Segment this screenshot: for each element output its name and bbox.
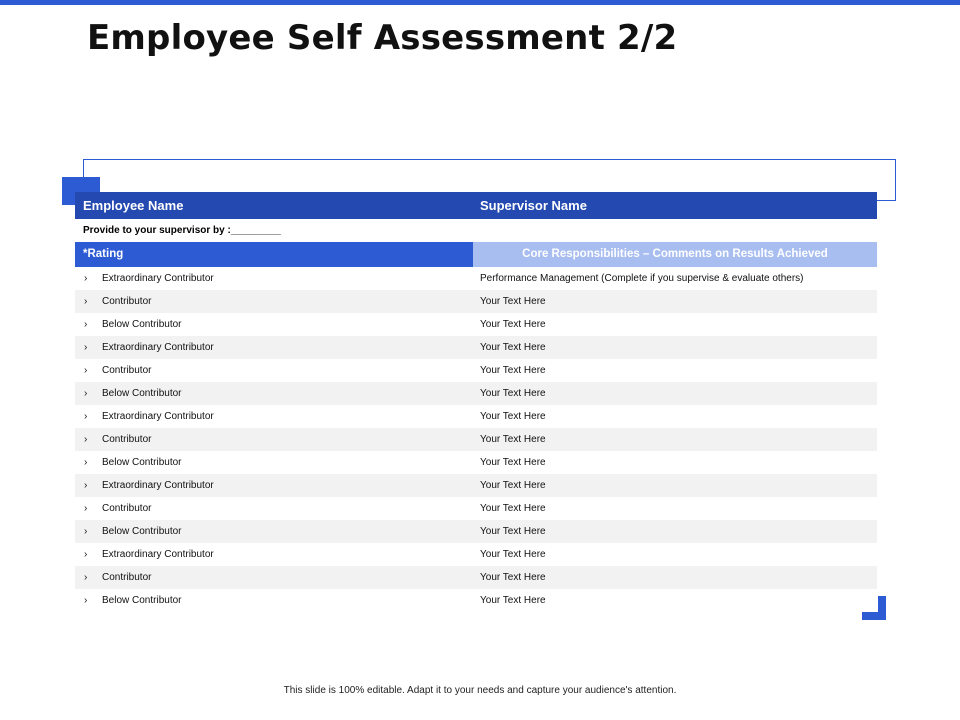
comment-cell: Your Text Here [480, 480, 546, 491]
rating-header: *Rating [75, 242, 473, 267]
footer-note: This slide is 100% editable. Adapt it to your needs and capture your audience's attention. [283, 685, 677, 696]
rating-cell [75, 382, 473, 405]
employee-name-header: Employee Name [83, 198, 184, 213]
page-title: Employee Self Assessment 2/2 [87, 18, 678, 58]
comment-cell: Your Text Here [480, 296, 546, 307]
comment-cell: Your Text Here [480, 595, 546, 606]
rating-cell [75, 543, 473, 566]
table-row [75, 405, 877, 428]
chevron-right-icon: › [84, 526, 88, 537]
rating-label: Contributor [102, 434, 152, 445]
table-subheader-row [75, 242, 877, 267]
chevron-right-icon: › [84, 434, 88, 445]
rating-cell [75, 451, 473, 474]
provide-to-supervisor-label: Provide to your supervisor by :_________ [83, 225, 281, 236]
assessment-table [75, 192, 877, 612]
table-row [75, 520, 877, 543]
rating-cell [75, 497, 473, 520]
comment-cell: Your Text Here [480, 549, 546, 560]
rating-label: Contributor [102, 365, 152, 376]
table-row [75, 566, 877, 589]
chevron-right-icon: › [84, 503, 88, 514]
comment-cell: Your Text Here [480, 319, 546, 330]
rating-cell [75, 267, 473, 290]
rating-cell [75, 428, 473, 451]
rating-label: Contributor [102, 296, 152, 307]
rating-cell [75, 359, 473, 382]
comment-cell: Your Text Here [480, 572, 546, 583]
table-row [75, 336, 877, 359]
rating-cell [75, 520, 473, 543]
table-row [75, 474, 877, 497]
comment-cell: Your Text Here [480, 526, 546, 537]
table-row [75, 428, 877, 451]
rating-label: Extraordinary Contributor [102, 480, 214, 491]
comment-cell: Your Text Here [480, 388, 546, 399]
comment-cell: Your Text Here [480, 342, 546, 353]
rating-cell [75, 405, 473, 428]
comment-cell: Your Text Here [480, 434, 546, 445]
rating-cell [75, 566, 473, 589]
table-body [75, 267, 877, 612]
table-row [75, 359, 877, 382]
rating-label: Below Contributor [102, 457, 182, 468]
rating-label: Below Contributor [102, 319, 182, 330]
rating-label: Contributor [102, 503, 152, 514]
table-row [75, 313, 877, 336]
chevron-right-icon: › [84, 572, 88, 583]
decorative-corner-bottom-right-base [862, 612, 886, 620]
comment-cell: Your Text Here [480, 411, 546, 422]
chevron-right-icon: › [84, 296, 88, 307]
table-row [75, 451, 877, 474]
comment-cell: Your Text Here [480, 365, 546, 376]
chevron-right-icon: › [84, 388, 88, 399]
table-row [75, 589, 877, 612]
chevron-right-icon: › [84, 342, 88, 353]
chevron-right-icon: › [84, 595, 88, 606]
core-responsibilities-header: Core Responsibilities – Comments on Results Achieved [473, 242, 877, 267]
chevron-right-icon: › [84, 480, 88, 491]
rating-label: Extraordinary Contributor [102, 411, 214, 422]
table-row [75, 382, 877, 405]
rating-label: Below Contributor [102, 388, 182, 399]
comment-cell: Performance Management (Complete if you supervise & evaluate others) [480, 273, 804, 284]
rating-cell [75, 589, 473, 612]
rating-label: Below Contributor [102, 526, 182, 537]
table-header-row [75, 192, 877, 219]
rating-label: Extraordinary Contributor [102, 549, 214, 560]
chevron-right-icon: › [84, 411, 88, 422]
provide-to-supervisor-row [75, 219, 877, 242]
chevron-right-icon: › [84, 273, 88, 284]
rating-cell [75, 290, 473, 313]
comment-cell: Your Text Here [480, 457, 546, 468]
table-row [75, 290, 877, 313]
chevron-right-icon: › [84, 319, 88, 330]
top-accent-bar [0, 0, 960, 5]
supervisor-name-header: Supervisor Name [480, 198, 587, 213]
rating-label: Contributor [102, 572, 152, 583]
rating-label: Extraordinary Contributor [102, 273, 214, 284]
rating-cell [75, 474, 473, 497]
chevron-right-icon: › [84, 549, 88, 560]
rating-label: Below Contributor [102, 595, 182, 606]
rating-cell [75, 336, 473, 359]
table-row [75, 497, 877, 520]
comment-cell: Your Text Here [480, 503, 546, 514]
table-row [75, 543, 877, 566]
table-row [75, 267, 877, 290]
chevron-right-icon: › [84, 365, 88, 376]
chevron-right-icon: › [84, 457, 88, 468]
rating-cell [75, 313, 473, 336]
rating-label: Extraordinary Contributor [102, 342, 214, 353]
